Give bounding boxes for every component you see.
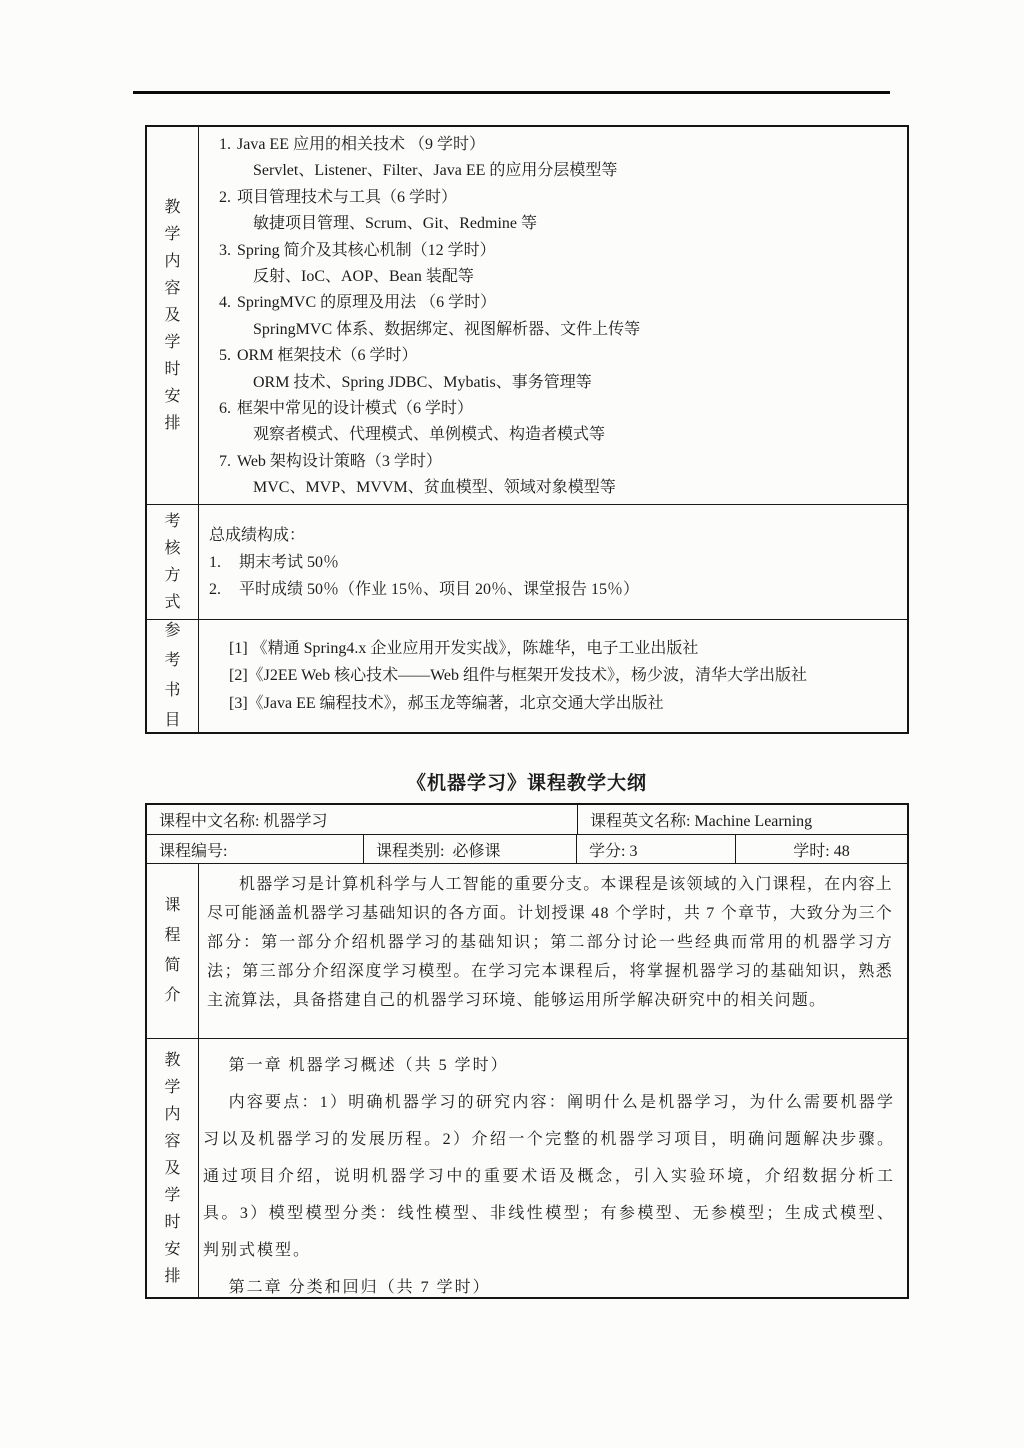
course-name-row xyxy=(147,805,907,834)
javaee-syllabus-table xyxy=(145,125,909,734)
item-number: 2. xyxy=(219,188,231,206)
item-detail: ORM 技术、Spring JDBC、Mybatis、事务管理等 xyxy=(253,373,592,391)
assessment-header-cell xyxy=(147,505,199,619)
references-header-cell xyxy=(147,620,199,732)
chapter-heading: 第一章 机器学习概述（共 5 学时） xyxy=(228,1057,509,1074)
item-detail: 观察者模式、代理模式、单例模式、构造者模式等 xyxy=(253,426,606,444)
teaching-content-cell xyxy=(199,127,907,504)
item-detail: 反射、IoC、AOP、Bean 装配等 xyxy=(253,268,474,286)
course-category-cell: 课程类别: 必修课 xyxy=(364,835,577,863)
item-title: Web 架构设计策略（3 学时） xyxy=(237,452,442,470)
item-detail: MVC、MVP、MVVM、贫血模型、领域对象模型等 xyxy=(253,479,616,497)
teaching-content-row xyxy=(147,127,907,504)
item-detail: SpringMVC 体系、数据绑定、视图解析器、文件上传等 xyxy=(253,320,641,338)
ml-teaching-content-cell xyxy=(199,1039,907,1297)
assessment-item xyxy=(209,576,907,603)
ml-syllabus-table xyxy=(145,803,909,1299)
item-title: 项目管理技术与工具（6 学时） xyxy=(237,188,458,206)
course-hours-cell: 学时: 48 xyxy=(793,842,850,860)
course-credits-cell: 学分: 3 xyxy=(577,835,736,863)
item-detail: 敏捷项目管理、Scrum、Git、Redmine 等 xyxy=(253,215,537,233)
references-header-label: 参考书目 xyxy=(164,622,181,729)
assessment-content-cell xyxy=(199,505,907,619)
references-content-cell xyxy=(199,620,907,732)
assessment-header-label: 考核方式 xyxy=(164,513,181,611)
reference-entry: [3]《Java EE 编程技术》，郝玉龙等编著，北京交通大学出版社 xyxy=(229,694,664,712)
list-item xyxy=(219,396,893,449)
course-intro-content-cell xyxy=(199,864,907,1038)
assessment-item xyxy=(209,549,907,576)
ml-teaching-header-label: 教学内容及学时安排 xyxy=(164,1051,181,1285)
item-number: 5. xyxy=(219,347,231,365)
item-number: 1. xyxy=(219,136,231,153)
list-item xyxy=(219,132,893,185)
course-code-cell: 课程编号: xyxy=(147,835,364,863)
item-number: 1. xyxy=(209,553,221,571)
course-intro-row xyxy=(147,863,907,1038)
course-intro-header-cell xyxy=(147,864,199,1038)
course-en-name-cell: 课程英文名称: Machine Learning xyxy=(590,813,813,830)
item-title: SpringMVC 的原理及用法 （6 学时） xyxy=(237,294,497,312)
item-title: 框架中常见的设计模式（6 学时） xyxy=(237,400,474,418)
assessment-item-text: 期末考试 50％ xyxy=(239,553,340,571)
item-title: Java EE 应用的相关技术 （9 学时） xyxy=(237,136,485,153)
header-rule xyxy=(133,91,890,94)
item-number: 6. xyxy=(219,400,231,418)
item-number: 4. xyxy=(219,294,231,312)
references-row xyxy=(147,619,907,732)
course-intro-header-label: 课程简介 xyxy=(164,897,181,1004)
list-item xyxy=(219,185,893,238)
list-item xyxy=(219,238,893,291)
assessment-row xyxy=(147,504,907,619)
assessment-intro: 总成绩构成： xyxy=(209,526,306,544)
assessment-item-text: 平时成绩 50％（作业 15％、项目 20％、课堂报告 15％） xyxy=(239,580,640,598)
page-title: 《机器学习》课程教学大纲 xyxy=(406,773,647,794)
item-title: ORM 框架技术（6 学时） xyxy=(237,347,418,365)
item-number: 2. xyxy=(209,580,221,598)
teaching-content-header-label: 教学内容及学时安排 xyxy=(164,199,181,432)
list-item xyxy=(219,449,893,502)
item-title: Spring 简介及其核心机制（12 学时） xyxy=(237,241,496,259)
teaching-content-header-cell xyxy=(147,127,199,504)
chapter-keypoints: 内容要点：1）明确机器学习的研究内容：阐明什么是机器学习，为什么需要机器学习以及机器学习的发展历程。2）介绍一个完整的机器学习项目，明确问题解决步骤。通过项目介绍，说明机器学习中的重要术语及概念，引入实验环境，介绍数据分析工具。3）模型模型分类：线性模型、非线性模型；有参模型、无参模型；生成式模型、判别式模型。 xyxy=(203,1094,895,1259)
course-meta-row xyxy=(147,834,907,863)
list-item xyxy=(219,343,893,396)
course-cn-name-cell: 课程中文名称: 机器学习 xyxy=(147,805,578,834)
ml-teaching-header-cell xyxy=(147,1039,199,1297)
item-number: 3. xyxy=(219,241,231,259)
ml-teaching-content-row xyxy=(147,1038,907,1297)
reference-entry: [1] 《精通 Spring4.x 企业应用开发实战》，陈雄华，电子工业出版社 xyxy=(229,639,699,657)
list-item xyxy=(219,290,893,343)
chapter-heading: 第二章 分类和回归（共 7 学时） xyxy=(228,1279,491,1296)
course-intro-text: 机器学习是计算机科学与人工智能的重要分支。本课程是该领域的入门课程，在内容上尽可能涵盖机器学习基础知识的各方面。计划授课 48 个学时，共 7 个章节，大致分为三个部分：第一部分介绍机器学习的基础知识；第二部分讨论一些经典而常用的机器学习方法；第三部分介绍深度学习模型。在学习完本课程后，将掌握机器学习的基础知识，熟悉主流算法，具备搭建自己的机器学习环境、能够运用所学解决研究中的相关问题。 xyxy=(207,876,893,1009)
reference-entry: [2]《J2EE Web 核心技术——Web 组件与框架开发技术》，杨少波，清华大学出版社 xyxy=(229,667,807,685)
item-detail: Servlet、Listener、Filter、Java EE 的应用分层模型等 xyxy=(253,162,618,180)
item-number: 7. xyxy=(219,452,231,470)
